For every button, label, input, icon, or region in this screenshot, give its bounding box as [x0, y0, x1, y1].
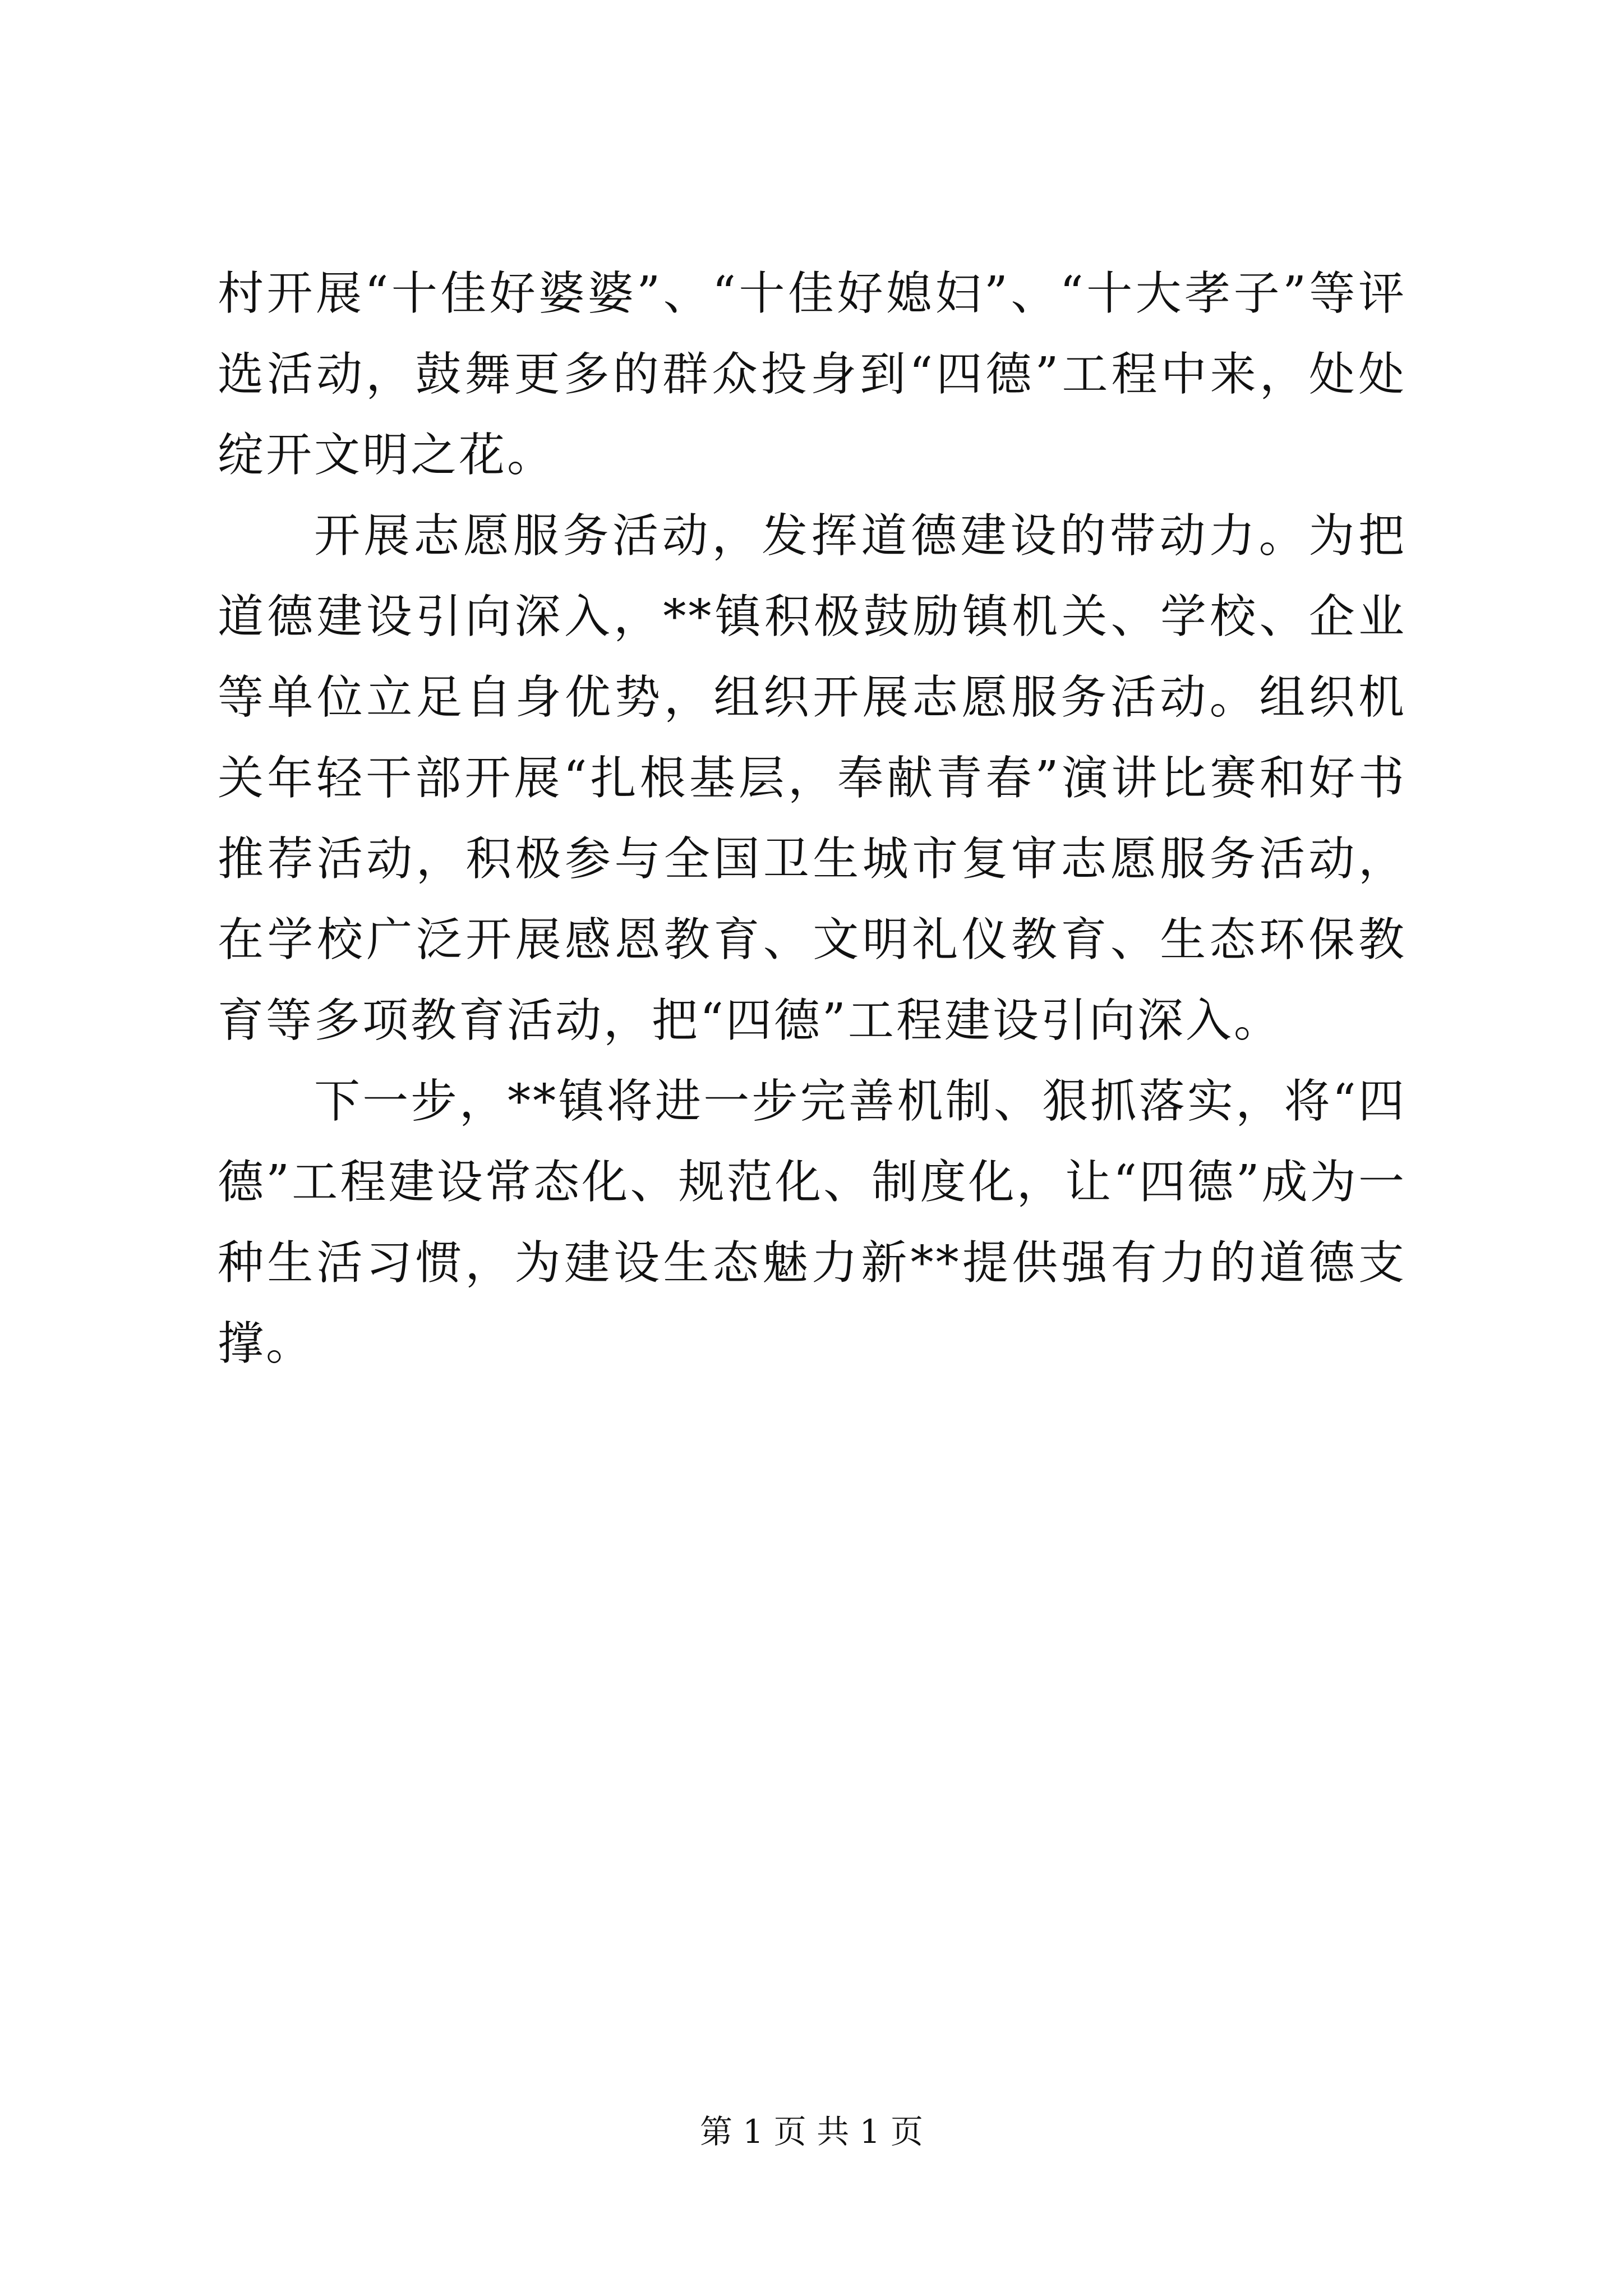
paragraph-2: 开展志愿服务活动，发挥道德建设的带动力。为把道德建设引向深入，**镇积极鼓励镇机关、学校、企业等单位立足自身优势，组织开展志愿服务活动。组织机关年轻干部开展“扎根基层，奉献青春”演讲比赛和好书推荐活动，积极参与全国卫生城市复审志愿服务活动，在学校广泛开展感恩教育、文明礼仪教育、生态环保教育等多项教育活动，把“四德”工程建设引向深入。 [218, 509, 1407, 1047]
page-footer: 第 1 页 共 1 页 [700, 2113, 923, 2151]
paragraph-3: 下一步，**镇将进一步完善机制、狠抓落实，将“四德”工程建设常态化、规范化、制度化，让“四德”成为一种生活习惯，为建设生态魅力新**提供强有力的道德支撑。 [218, 1075, 1407, 1370]
paragraph-1: 村开展“十佳好婆婆”、“十佳好媳妇”、“十大孝子”等评选活动，鼓舞更多的群众投身到“四德”工程中来，处处绽开文明之花。 [218, 267, 1407, 482]
document-body [218, 254, 1407, 1384]
